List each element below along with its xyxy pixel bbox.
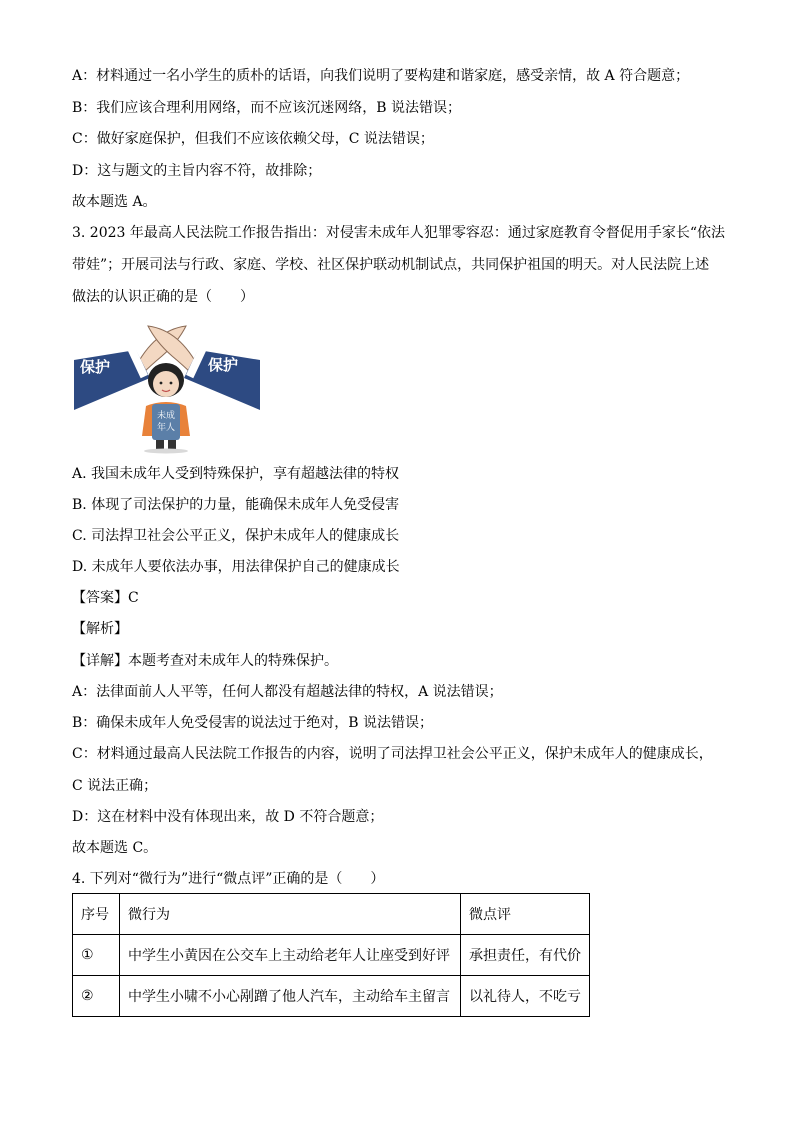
svg-text:未成: 未成 bbox=[156, 411, 176, 421]
row-comment: 以礼待人，不吃亏 bbox=[461, 976, 590, 1017]
answer-label: 【答案】C bbox=[72, 590, 139, 606]
question-stem: 3. 2023 年最高人民法院工作报告指出：对侵害未成年人犯罪零容忍：通过家庭教育令督促用手家长“依法 bbox=[72, 225, 726, 241]
option-b: B. 体现了司法保护的力量，能确保未成年人免受侵害 bbox=[72, 497, 400, 513]
text-line: C：做好家庭保护，但我们不应该依赖父母，C 说法错误； bbox=[72, 131, 434, 147]
left-sleeve-label: 保护 bbox=[80, 358, 111, 376]
option-a: A. 我国未成年人受到特殊保护，享有超越法律的特权 bbox=[72, 466, 400, 482]
header-behavior: 微行为 bbox=[120, 894, 461, 935]
text-line: C：材料通过最高人民法院工作报告的内容，说明了司法捍卫社会公平正义，保护未成年人的健康成长， bbox=[72, 746, 713, 762]
text-line: D：这与题文的主旨内容不符，故排除； bbox=[72, 163, 322, 179]
micro-behavior-table bbox=[72, 893, 590, 1017]
text-line: B：我们应该合理利用网络，而不应该沉迷网络，B 说法错误； bbox=[72, 100, 462, 116]
header-index: 序号 bbox=[73, 894, 120, 935]
svg-text:年人: 年人 bbox=[156, 423, 176, 433]
text-line: 故本题选 A。 bbox=[72, 194, 157, 210]
table-row bbox=[73, 935, 590, 976]
row-behavior: 中学生小黄因在公交车上主动给老年人让座受到好评 bbox=[120, 935, 461, 976]
row-index: ① bbox=[73, 935, 120, 976]
detail-intro: 【详解】本题考查对未成年人的特殊保护。 bbox=[72, 653, 338, 669]
analysis-label: 【解析】 bbox=[72, 621, 128, 637]
row-behavior: 中学生小啸不小心剐蹭了他人汽车，主动给车主留言 bbox=[120, 976, 461, 1017]
protection-illustration bbox=[74, 320, 260, 454]
text-line: D：这在材料中没有体现出来，故 D 不符合题意； bbox=[72, 809, 384, 825]
question-4-stem: 4. 下列对“微行为”进行“微点评”正确的是（ ） bbox=[72, 871, 385, 887]
text-line: A：法律面前人人平等，任何人都没有超越法律的特权，A 说法错误； bbox=[72, 684, 503, 700]
row-index: ② bbox=[73, 976, 120, 1017]
row-comment: 承担责任，有代价 bbox=[461, 935, 590, 976]
option-c: C. 司法捍卫社会公平正义，保护未成年人的健康成长 bbox=[72, 528, 400, 544]
question-stem: 做法的认识正确的是（ ） bbox=[72, 289, 254, 305]
table-header-row bbox=[73, 894, 590, 935]
table-row bbox=[73, 976, 590, 1017]
child-face bbox=[153, 371, 179, 397]
option-d: D. 未成年人要依法办事，用法律保护自己的健康成长 bbox=[72, 559, 400, 575]
text-line: 故本题选 C。 bbox=[72, 840, 158, 856]
text-line: A：材料通过一名小学生的质朴的话语，向我们说明了要构建和谐家庭，感受亲情，故 A 符合题意； bbox=[72, 68, 690, 84]
header-comment: 微点评 bbox=[461, 894, 590, 935]
question-stem: 带娃”；开展司法与行政、家庭、学校、社区保护联动机制试点，共同保护祖国的明天。对人民法院上述 bbox=[72, 257, 710, 273]
right-sleeve-label: 保护 bbox=[208, 356, 239, 374]
text-line: B：确保未成年人免受侵害的说法过于绝对，B 说法错误； bbox=[72, 715, 434, 731]
text-line: C 说法正确； bbox=[72, 778, 158, 794]
child-apron bbox=[152, 404, 180, 440]
